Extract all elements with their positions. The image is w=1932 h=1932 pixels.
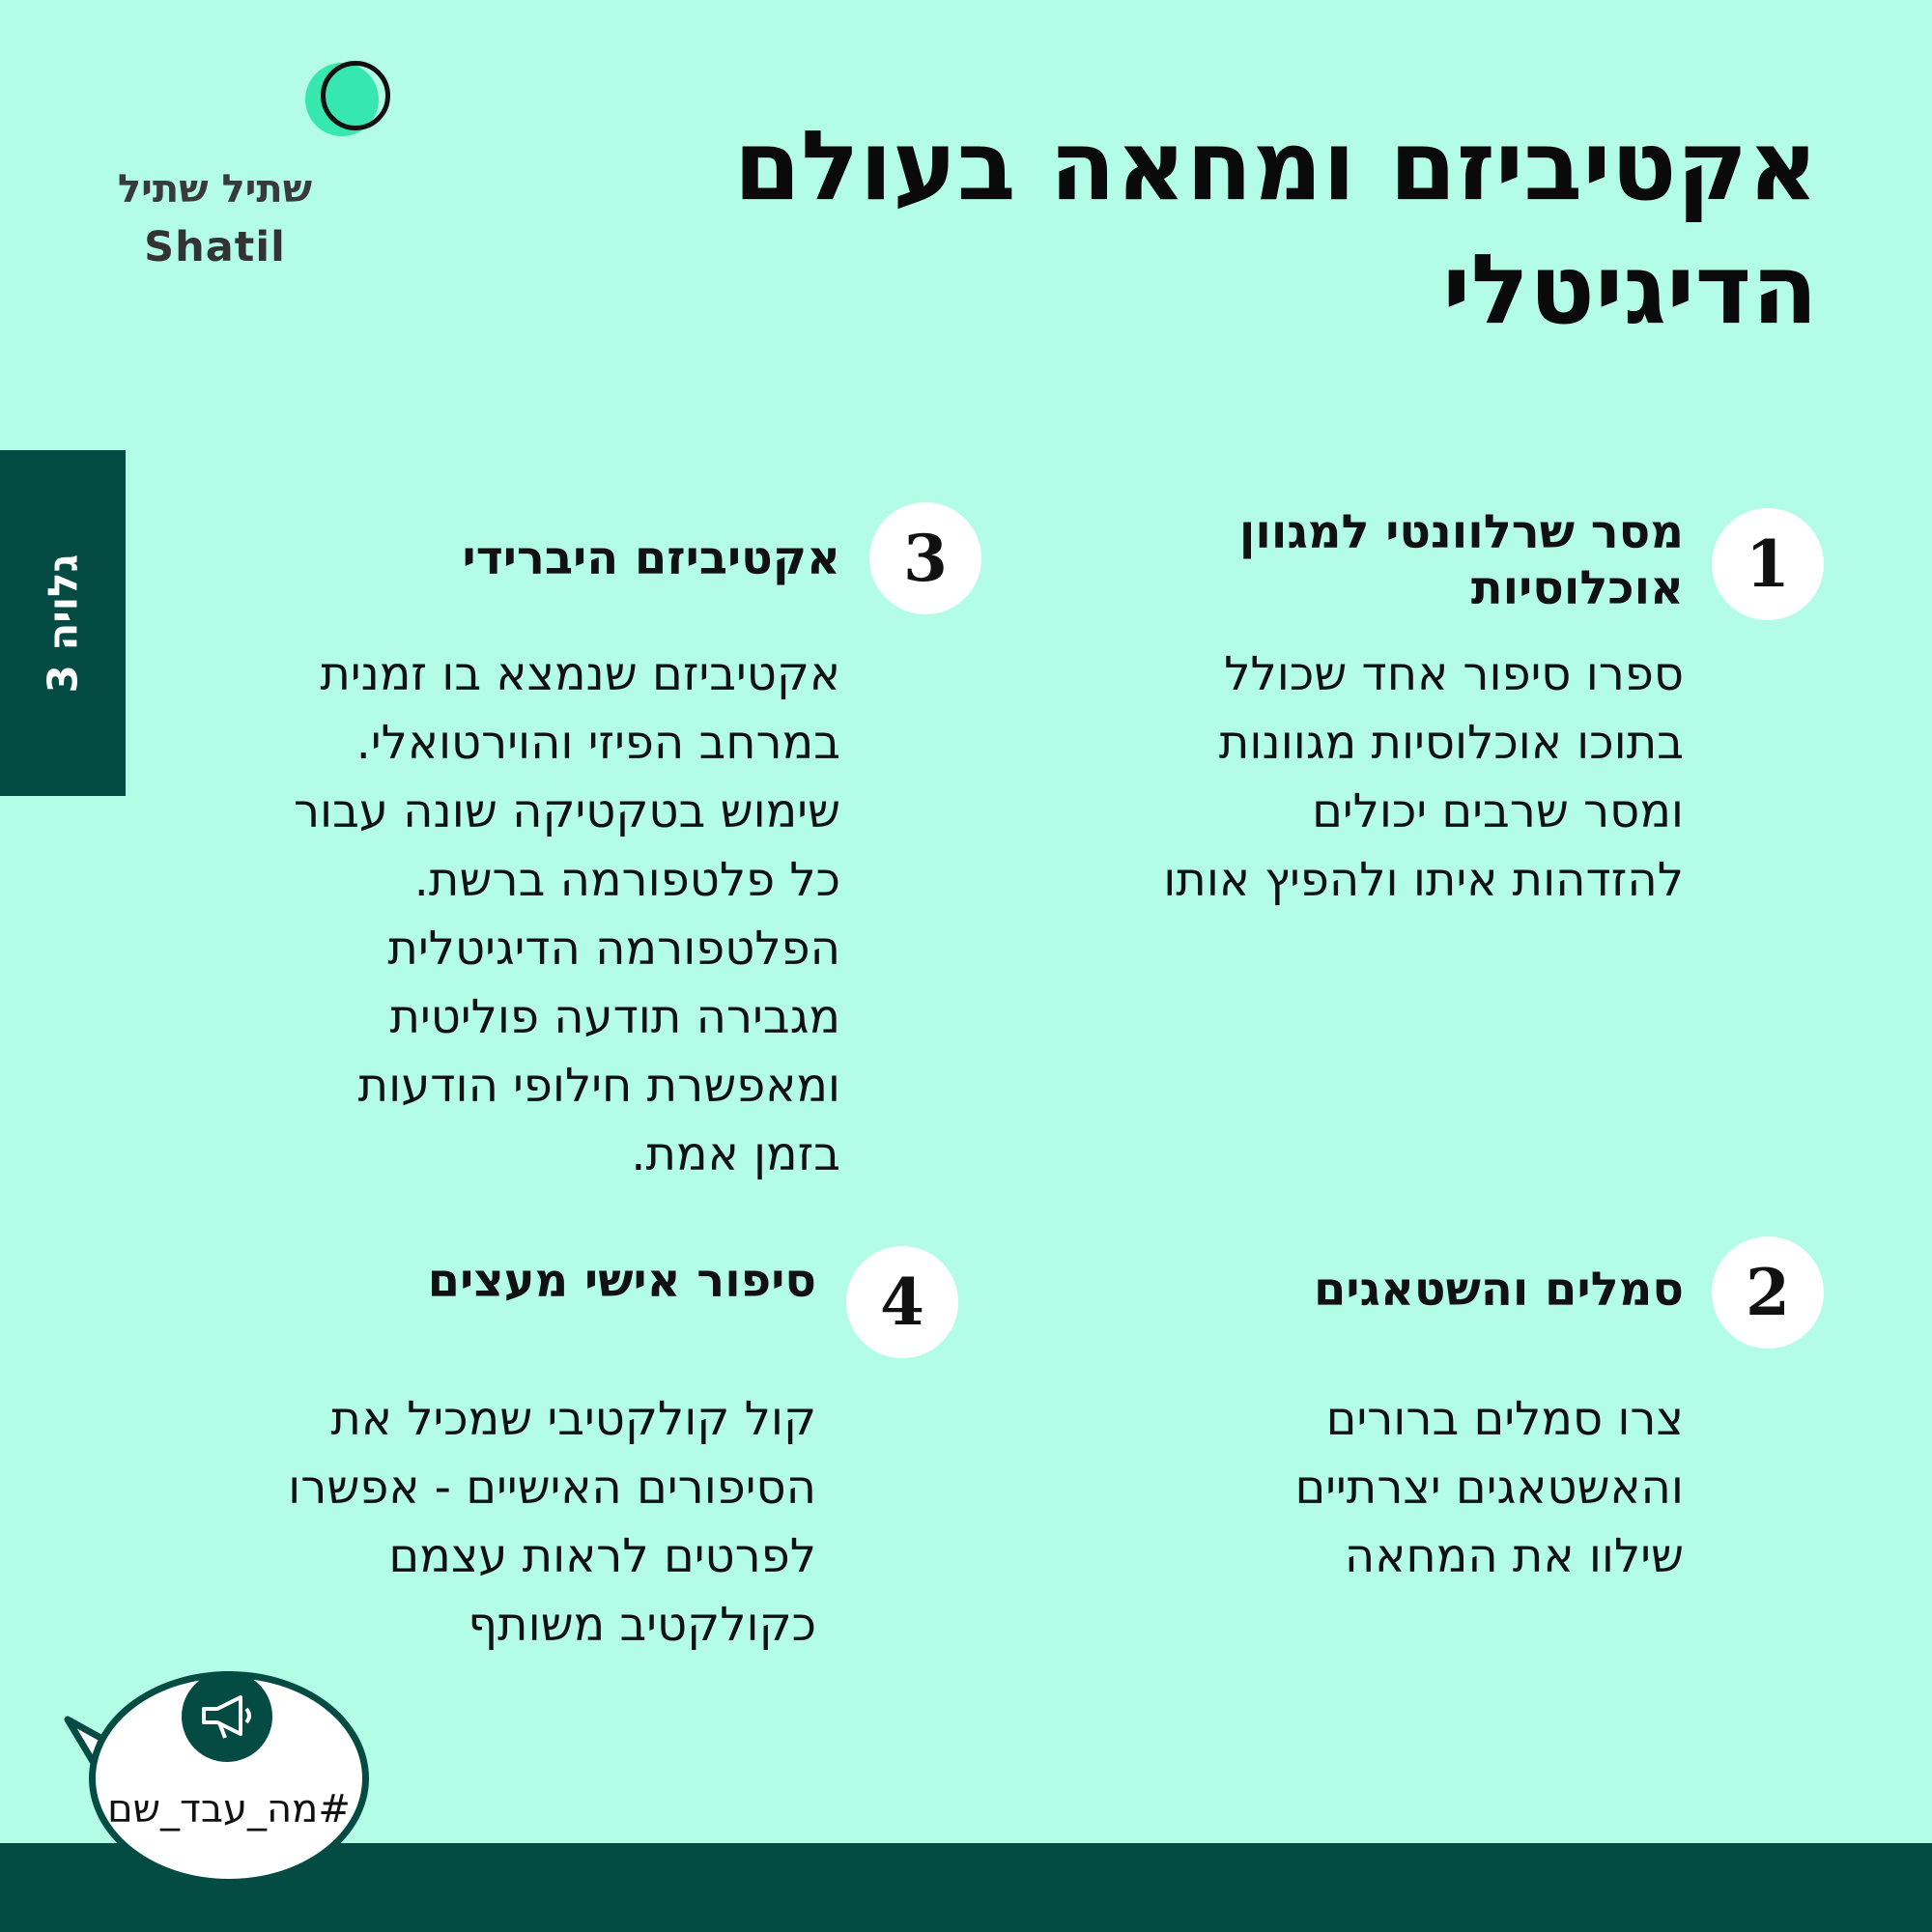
section-4-line: הסיפורים האישיים - אפשרו	[288, 1461, 816, 1515]
section-4-number-badge: 4	[846, 1246, 958, 1358]
section-2-heading: סמלים והשטאגים	[1313, 1263, 1684, 1317]
section-3-line: כל פלטפורמה ברשת.	[413, 853, 840, 907]
hashtag-text: #מה_עבד_שם	[107, 1787, 351, 1832]
section-1-number-badge: 1	[1712, 508, 1824, 620]
section-1-line: ומסר שרבים יכולים	[1312, 784, 1684, 838]
section-4-line: לפרטים לראות עצמם	[388, 1529, 816, 1583]
section-3-line: שימוש בטקטיקה שונה עבור	[293, 784, 840, 838]
megaphone-icon	[198, 1691, 256, 1742]
section-1-line: להזדהות איתו ולהפיץ אותו	[1163, 853, 1684, 907]
section-3-heading: אקטיביזם היברידי	[462, 531, 840, 585]
logo-ring-icon	[321, 61, 390, 130]
section-4-body	[43, 1385, 816, 1660]
section-3-line: אקטיביזם שנמצא בו זמנית	[320, 647, 840, 701]
section-2-line: צרו סמלים ברורים	[1325, 1392, 1684, 1446]
megaphone-badge	[182, 1671, 272, 1762]
slide-number-label: גלויה 3	[39, 554, 87, 693]
section-4-heading: סיפור אישי מעצים	[427, 1254, 816, 1308]
section-1-line: ספרו סיפור אחד שכולל	[1224, 647, 1684, 701]
section-4-line: כקולקטיב משותף	[468, 1598, 816, 1652]
section-2-body	[911, 1385, 1684, 1591]
section-1-heading: מסר שרלוונטי למגוון אוכלוסיות	[1238, 505, 1684, 615]
section-4-line: קול קולקטיבי שמכיל את	[330, 1392, 816, 1446]
section-3-line: מגבירה תודעה פוליטית	[389, 990, 840, 1044]
section-2-line: שילוו את המחאה	[1344, 1529, 1684, 1583]
logo-hebrew-text: שתיל שתיל	[117, 167, 313, 212]
logo-english-text: Shatil	[144, 223, 286, 271]
page-title: אקטיביזם ומחאה בעולם הדיגיטלי	[733, 109, 1818, 346]
section-1-body	[892, 640, 1684, 915]
section-2-line: והאשטאגים יצרתיים	[1294, 1461, 1684, 1515]
section-3-body	[68, 640, 840, 1189]
section-3-line: הפלטפורמה הדיגיטלית	[387, 922, 840, 976]
section-1-line: בתוכו אוכלוסיות מגוונות	[1218, 716, 1684, 770]
section-3-line: בזמן אמת.	[631, 1127, 840, 1181]
section-2-number-badge: 2	[1712, 1236, 1824, 1349]
shatil-logo	[77, 53, 367, 285]
section-3-number-badge: 3	[869, 502, 981, 614]
section-3-line: במרחב הפיזי והוירטואלי.	[355, 716, 840, 770]
section-3-line: ומאפשרת חילופי הודעות	[357, 1059, 840, 1113]
